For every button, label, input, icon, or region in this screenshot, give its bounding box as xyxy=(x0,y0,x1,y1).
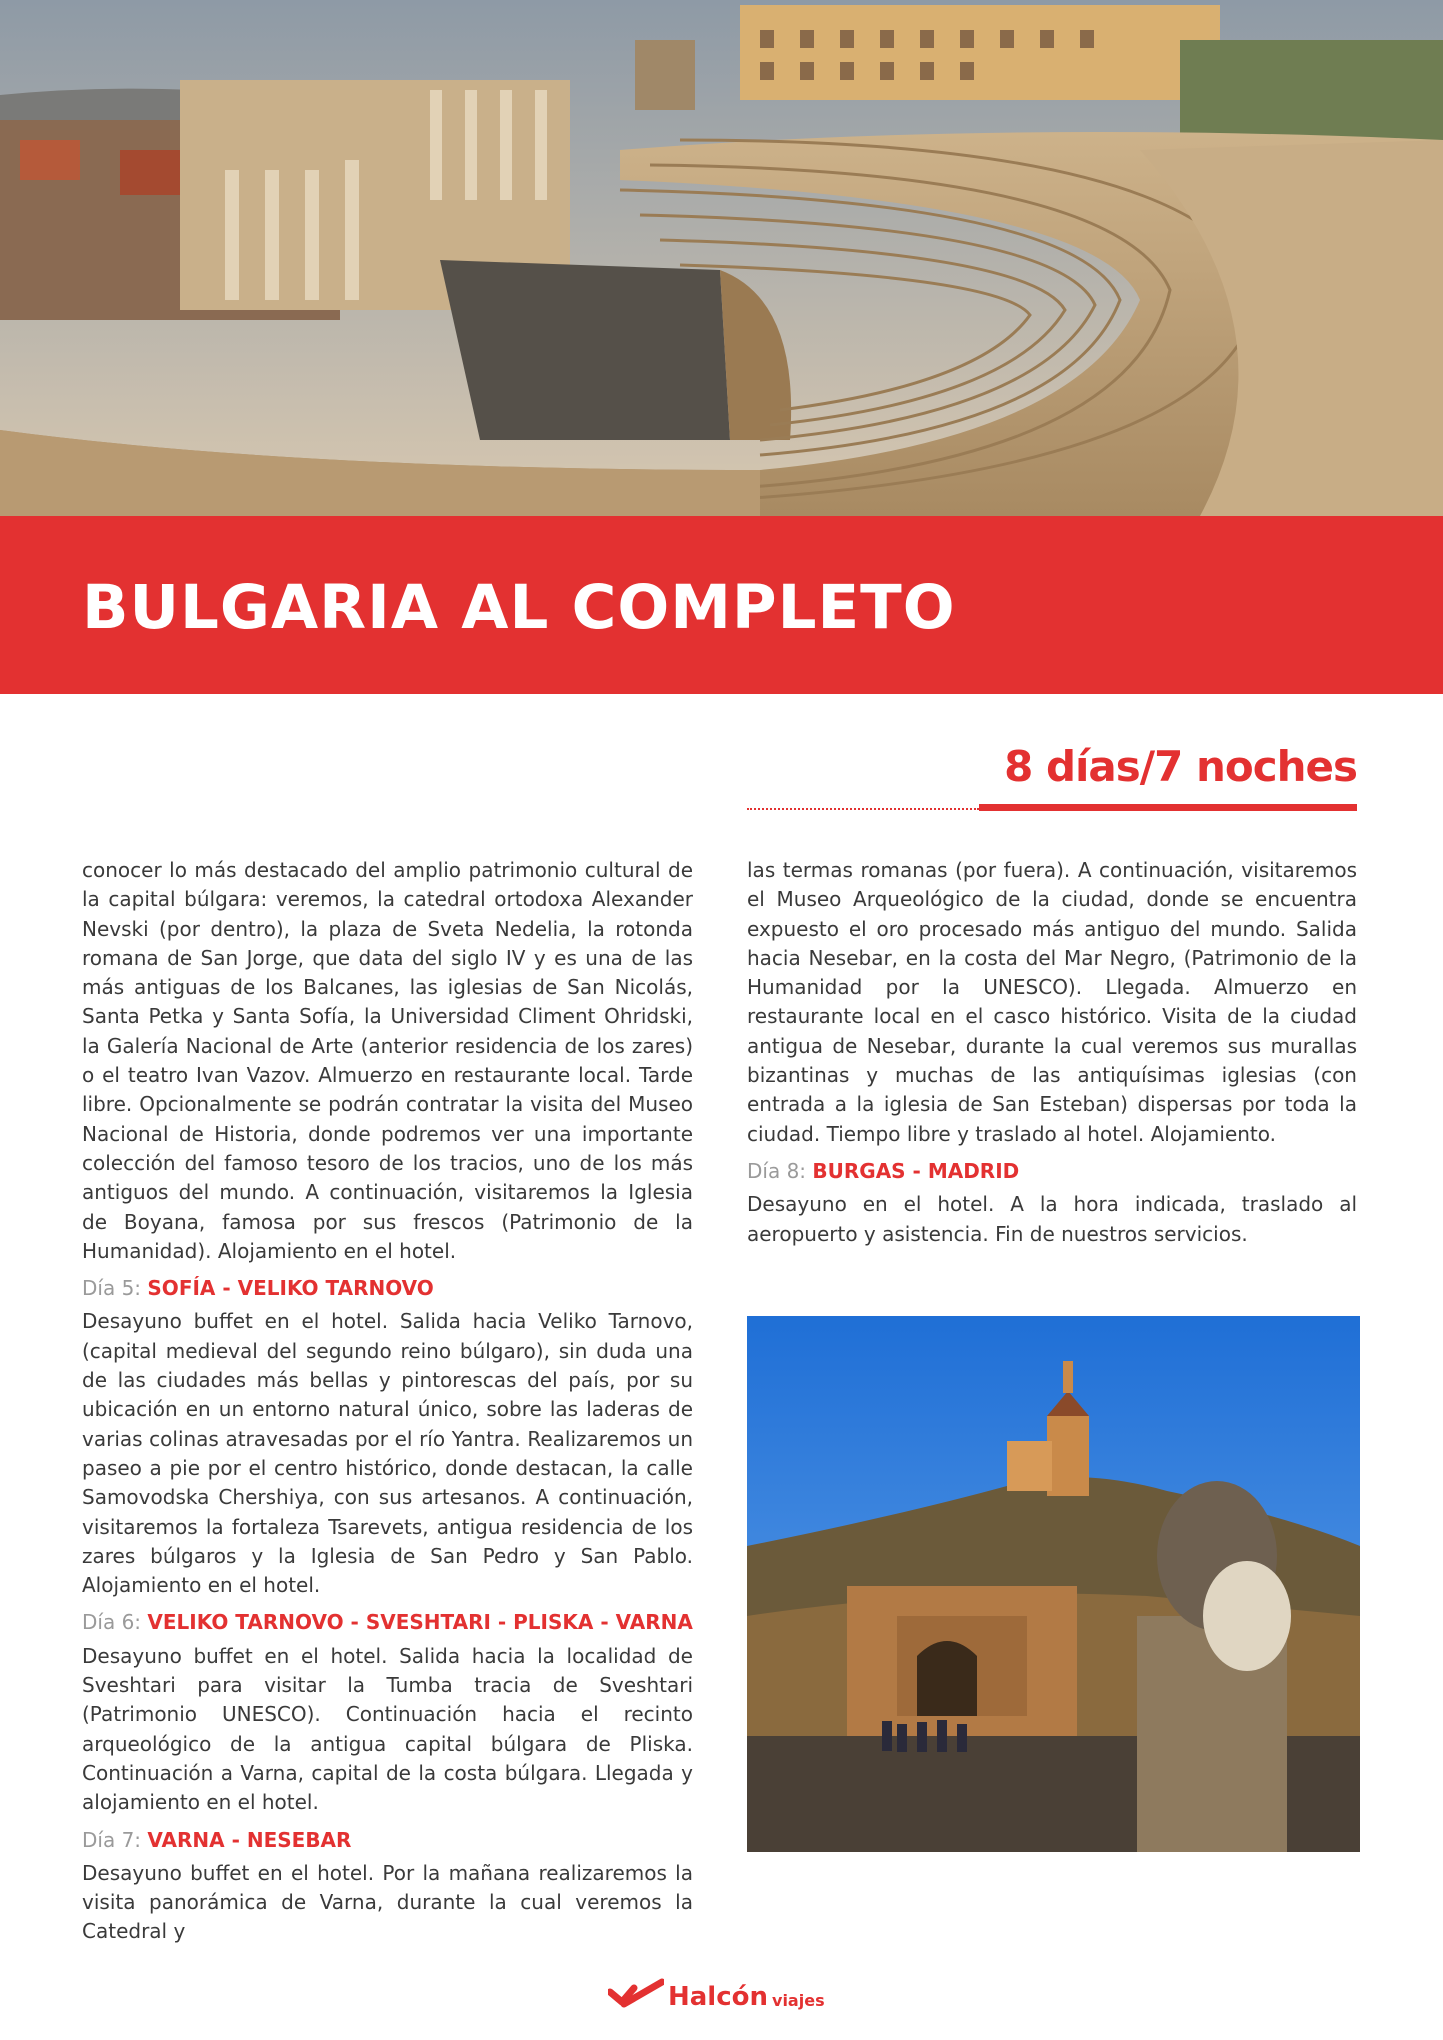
day-route: VARNA - NESEBAR xyxy=(147,1827,352,1852)
trip-duration: 8 días/7 noches xyxy=(1004,742,1357,791)
itinerary-paragraph: Desayuno buffet en el hotel. Salida hacia Veliko Tarnovo, (capital medieval del segundo reino búlgaro), sin duda una de las ciudades más bellas y pintorescas del país, por su ubicación en un entorno natural único, sobre las laderas de varias colinas atravesadas por el río Yantra. Realizaremos un paseo a pie por el centro histórico, donde destacan, la calle Samovodska Chershiya, con sus artesanos. A continuación, visitaremos la fortaleza Tsarevets, antigua residencia de los zares búlgaros y la Iglesia de San Pedro y San Pablo. Alojamiento en el hotel. xyxy=(82,1309,693,1598)
day-heading xyxy=(82,1608,693,1637)
logo-name: Halcón xyxy=(668,1982,769,2012)
hero-photo-roman-theatre xyxy=(0,0,1443,516)
title-band xyxy=(0,516,1443,694)
day-heading xyxy=(747,1157,1357,1186)
day-label: Día 8: xyxy=(747,1158,807,1183)
day-route: VELIKO TARNOVO - SVESHTARI - PLISKA - VARNA xyxy=(147,1610,693,1635)
itinerary-paragraph: Desayuno en el hotel. A la hora indicada, traslado al aeropuerto y asistencia. Fin de nuestros servicios. xyxy=(747,1192,1357,1246)
logo-sub: viajes xyxy=(772,1991,825,2010)
itinerary-paragraph: Desayuno buffet en el hotel. Por la mañana realizaremos la visita panorámica de Varna, durante la cual veremos la Catedral y xyxy=(82,1860,693,1944)
bird-icon xyxy=(608,1978,664,2010)
day-label: Día 6: xyxy=(82,1610,142,1635)
page-title: BULGARIA AL COMPLETO xyxy=(82,572,956,643)
duration-solid-rule xyxy=(979,804,1357,811)
halcon-viajes-logo xyxy=(608,1970,825,2010)
day-label: Día 5: xyxy=(82,1276,142,1301)
itinerary-paragraph: conocer lo más destacado del amplio patrimonio cultural de la capital búlgara: veremos, la catedral ortodoxa Alexander Nevski (por dentro), la plaza de Sveta Nedelia, la rotonda romana de San Jorge, que data del siglo IV y es una de las más antiguas de los Balcanes, las iglesias de San Nicolás, Santa Petka y Santa Sofía, la Universidad Climent Ohridski, la Galería Nacional de Arte (anterior residencia de los zares) o el teatro Ivan Vazov. Almuerzo en restaurante local. Tarde libre. Opcionalmente se podrán contratar la visita del Museo Nacional de Historia, donde podremos ver una importante colección del famoso tesoro de los tracios, uno de los más antiguos del mundo. A continuación, visitaremos la Iglesia de Boyana, famosa por sus frescos (Patrimonio de la Humanidad). Alojamiento en el hotel. xyxy=(82,858,693,1263)
day-heading xyxy=(82,1826,693,1855)
day-route: SOFÍA - VELIKO TARNOVO xyxy=(147,1276,434,1301)
right-column xyxy=(747,856,1357,1257)
day-route: BURGAS - MADRID xyxy=(812,1158,1020,1183)
left-column xyxy=(82,856,693,1955)
itinerary-paragraph: Desayuno buffet en el hotel. Salida hacia la localidad de Sveshtari para visitar la Tumba tracia de Sveshtari (Patrimonio UNESCO). Continuación hacia el recinto arqueológico de la antigua capital búlgara de Pliska. Continuación a Varna, capital de la costa búlgara. Llegada y alojamiento en el hotel. xyxy=(82,1643,693,1815)
itinerary-paragraph: las termas romanas (por fuera). A continuación, visitaremos el Museo Arqueológico de la ciudad, donde se encuentra expuesto el oro procesado más antiguo del mundo. Salida hacia Nesebar, en la costa del Mar Negro, (Patrimonio de la Humanidad por la UNESCO). Llegada. Almuerzo en restaurante local en el casco histórico. Visita de la ciudad antigua de Nesebar, durante la cual veremos sus murallas bizantinas y muchas de las antiquísimas iglesias (con entrada a la iglesia de San Esteban) dispersas por toda la ciudad. Tiempo libre y traslado al hotel. Alojamiento. xyxy=(747,858,1357,1146)
duration-dotted-rule xyxy=(747,808,979,810)
day-heading xyxy=(82,1274,693,1303)
day-label: Día 7: xyxy=(82,1827,142,1852)
fortress-photo-tsarevets xyxy=(747,1316,1360,1852)
